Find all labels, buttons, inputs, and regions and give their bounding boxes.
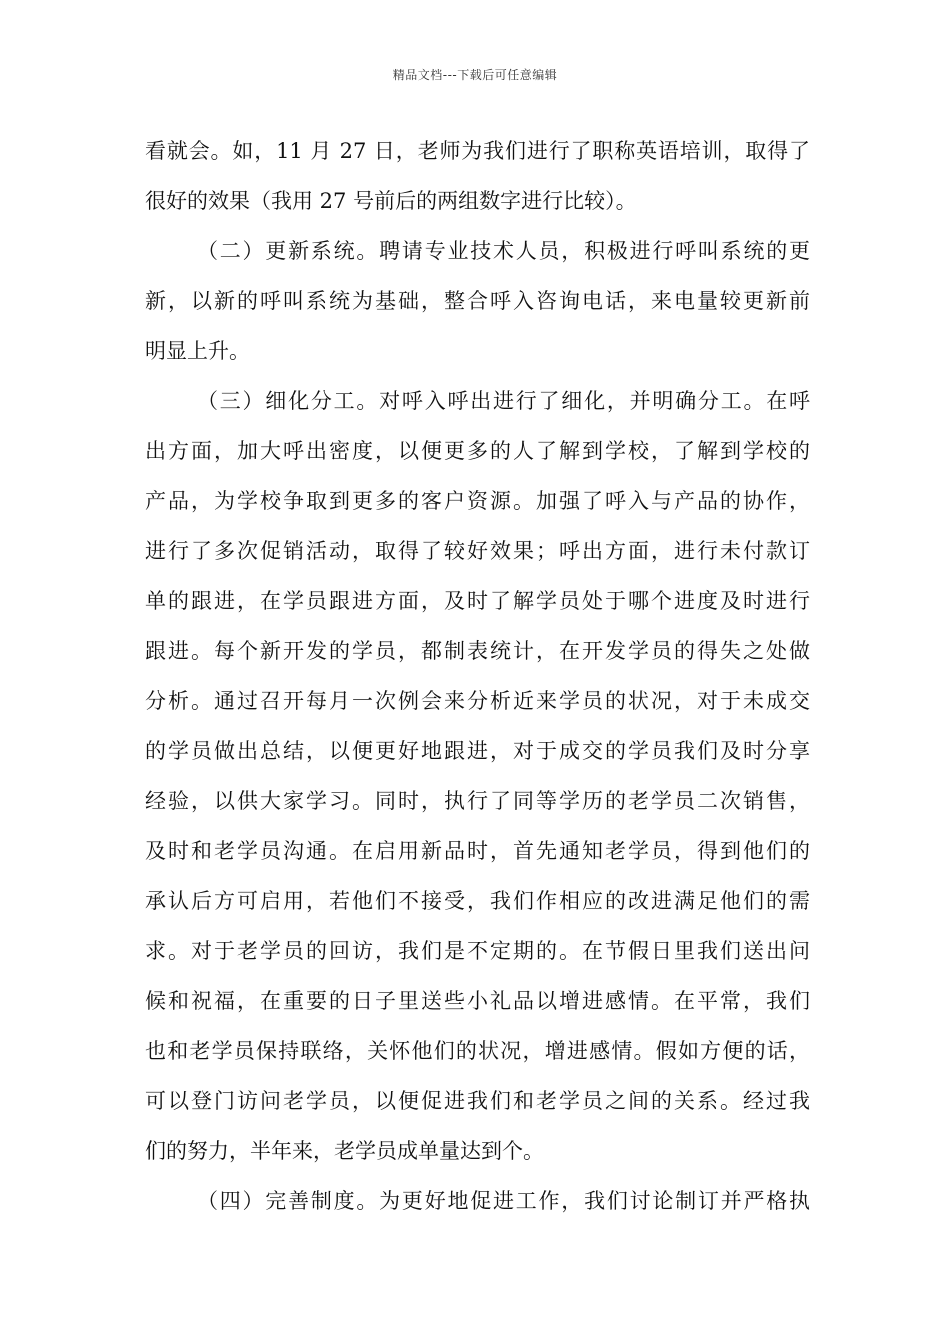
text-line: 单的跟进，在学员跟进方面，及时了解学员处于哪个进度及时进行	[145, 589, 810, 613]
text-line: 及时和老学员沟通。在启用新品时，首先通知老学员，得到他们的	[145, 839, 810, 863]
text-line: 可以登门访问老学员，以便促进我们和老学员之间的关系。经过我	[145, 1089, 810, 1113]
text-line: （三）细化分工。对呼入呼出进行了细化，并明确分工。在呼	[197, 389, 810, 413]
text-line: 候和祝福，在重要的日子里送些小礼品以增进感情。在平常，我们	[145, 989, 810, 1013]
text-line: （四）完善制度。为更好地促进工作，我们讨论制订并严格执	[197, 1189, 810, 1213]
text-line: （二）更新系统。聘请专业技术人员，积极进行呼叫系统的更	[197, 239, 810, 263]
text-line: 跟进。每个新开发的学员，都制表统计，在开发学员的得失之处做	[145, 639, 810, 663]
text-line: 的学员做出总结，以便更好地跟进，对于成交的学员我们及时分享	[145, 739, 810, 763]
text-line: 求。对于老学员的回访，我们是不定期的。在节假日里我们送出问	[145, 939, 810, 963]
text-line: 进行了多次促销活动，取得了较好效果；呼出方面，进行未付款订	[145, 539, 810, 563]
document-body	[145, 126, 810, 1226]
text-line: 明显上升。	[145, 339, 250, 363]
text-line: 出方面，加大呼出密度，以便更多的人了解到学校，了解到学校的	[145, 439, 810, 463]
text-line: 看就会。如，11 月 27 日，老师为我们进行了职称英语培训，取得了	[145, 139, 810, 163]
text-line: 也和老学员保持联络，关怀他们的状况，增进感情。假如方便的话，	[145, 1039, 810, 1063]
text-line: 分析。通过召开每月一次例会来分析近来学员的状况，对于未成交	[145, 689, 810, 713]
page-header: 精品文档---下载后可任意编辑	[392, 68, 558, 82]
text-line: 新，以新的呼叫系统为基础，整合呼入咨询电话，来电量较更新前	[145, 289, 810, 313]
text-line: 产品，为学校争取到更多的客户资源。加强了呼入与产品的协作，	[145, 489, 810, 513]
text-line: 们的努力，半年来，老学员成单量达到个。	[145, 1139, 544, 1163]
text-line: 经验，以供大家学习。同时，执行了同等学历的老学员二次销售，	[145, 789, 810, 813]
text-line: 很好的效果（我用 27 号前后的两组数字进行比较）。	[145, 189, 637, 213]
text-line: 承认后方可启用，若他们不接受，我们作相应的改进满足他们的需	[145, 889, 810, 913]
